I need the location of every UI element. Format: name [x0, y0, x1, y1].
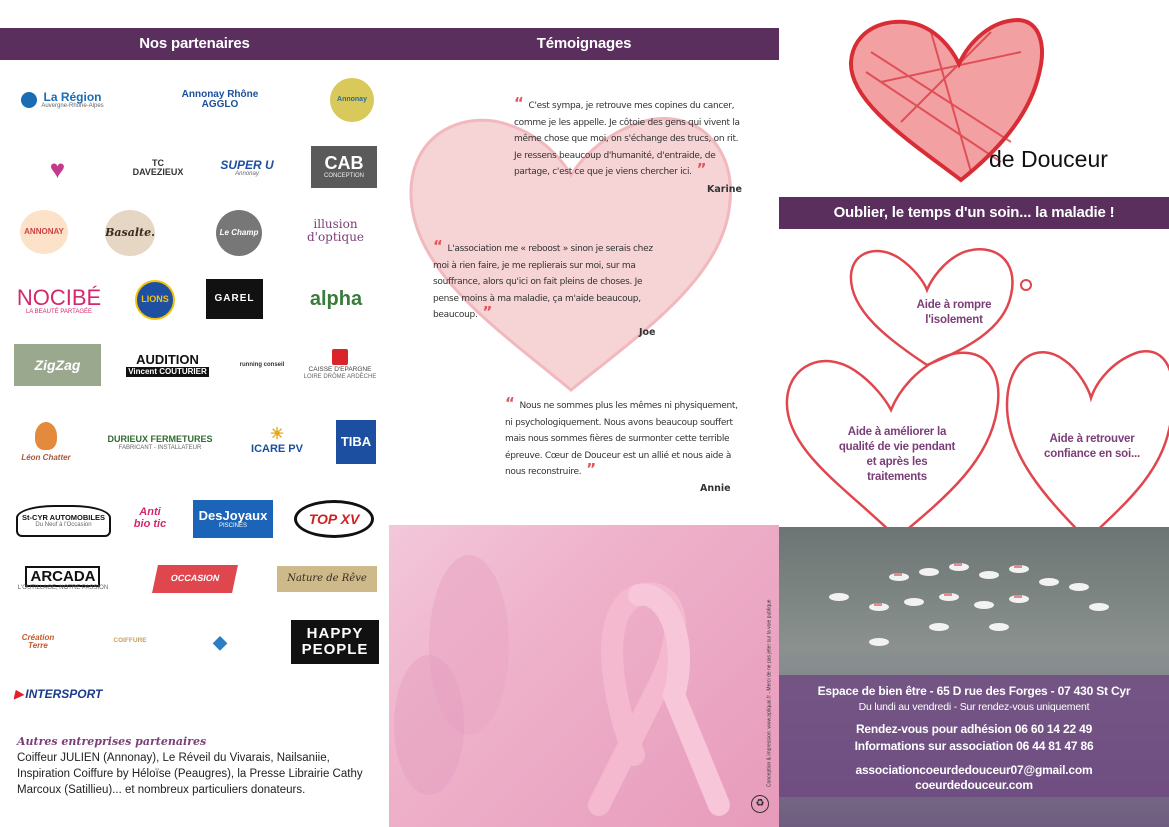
slogan-banner: Oublier, le temps d'un soin... la maladie ! — [779, 197, 1169, 229]
contact-email-link[interactable]: associationcoeurdedouceur07@gmail.com — [855, 763, 1093, 777]
logo-cab-conception: CAB CONCEPTION — [311, 146, 377, 188]
testimonial-karine-text: “ C'est sympa, je retrouve mes copines du cancer, comme je les appelle. Je côtoie des gens qui vivent la même chose que moi, on s'échange des trucs, on rit. Je ressens beaucoup d'humanité, d'entraide, de partage, c'est ce que je viens chercher ici. ” — [514, 94, 740, 178]
heart-text-self-confidence: Aide à retrouver confiance en soi... — [1044, 433, 1140, 460]
logo-durieux: DURIEUX FERMETURES FABRICANT - INSTALLATEUR — [107, 434, 213, 451]
logo-intersport: ▶ INTERSPORT — [14, 686, 103, 701]
logo-tiba: TIBA — [336, 420, 376, 464]
region-emblem-icon — [21, 92, 37, 108]
logo-coiffure: COIFFURE — [113, 636, 147, 644]
logo-desjoyaux: DesJoyaux PISCINES — [193, 500, 273, 538]
logo-heart-pink: ♥ — [49, 154, 66, 185]
partners-panel — [0, 0, 389, 827]
heart-text-quality-of-life: Aide à améliorer la qualité de vie pendant et après les traitements — [838, 426, 956, 483]
logo-annonay-heart: ANNONAY — [20, 210, 68, 254]
pink-ribbon-icon — [389, 525, 779, 827]
hot-air-balloon-icon — [35, 422, 57, 450]
partners-title: Nos partenaires — [0, 28, 389, 60]
testimonials-title: Témoignages — [389, 28, 779, 60]
logo-st-cyr-automobiles: St-CYR AUTOMOBILES Du Neuf à l'Occasion — [16, 505, 111, 537]
testimonials-panel — [389, 0, 779, 827]
logo-nature-de-reve: Nature de Rêve — [277, 566, 377, 592]
recycle-icon: ♻ — [751, 795, 769, 813]
logo-audition: AUDITION Vincent COUTURIER — [128, 351, 207, 376]
other-partners-list: Coiffeur JULIEN (Annonay), Le Réveil du Vivarais, Nailsaniie, Inspiration Coiffure by Héloïse (Peaugres), la Presse Librairie Cathy Marcoux (Satillieu)... et nombreux particuliers donateurs. — [17, 752, 363, 796]
logo-balloon: Léon Chatter — [16, 410, 76, 474]
logo-lions: LIONS — [135, 280, 175, 320]
brand-panel — [779, 0, 1169, 827]
contact-hours: Du lundi au vendredi - Sur rendez-vous uniquement — [858, 701, 1090, 713]
heart-text-isolation: Aide à rompre l'isolement — [916, 299, 992, 326]
logo-la-region: La Région Auvergne-Rhône-Alpes — [15, 85, 110, 115]
logo-annonay-agglo: Annonay Rhône AGGLO — [181, 88, 259, 110]
intersport-mark-icon: ▶ — [14, 686, 24, 701]
logo-super-u: SUPER U Annonay — [220, 157, 274, 178]
brand-name: de Douceur — [989, 146, 1108, 172]
contact-rdv-phone[interactable]: Rendez-vous pour adhésion 06 60 14 22 49 — [855, 722, 1093, 736]
contact-info-phone[interactable]: Informations sur association 06 44 81 47 86 — [854, 739, 1094, 753]
logo-blue-star: ◆ — [213, 631, 227, 652]
close-quote-icon: ” — [691, 160, 707, 178]
logo-illusion-optique: illusion d'optique — [306, 217, 365, 244]
logo-icare-pv: ☀ ICARE PV — [251, 425, 303, 455]
contact-address: Espace de bien être - 65 D rue des Forges - 07 430 St Cyr — [817, 684, 1131, 698]
website-link[interactable]: coeurdedouceur.com — [915, 778, 1033, 792]
logo-arcada: ARCADA L'OUTILLAGE, NOTRE PASSION — [17, 567, 109, 591]
logo-creation-terre: Création Terre — [21, 632, 55, 650]
logo-zigzag: ZigZag — [14, 344, 101, 386]
close-quote-icon: ” — [477, 303, 492, 321]
logo-running-conseil: running conseil — [239, 361, 285, 368]
logo-garel: GAREL — [206, 279, 263, 319]
logo-annonay-round: Annonay — [330, 78, 374, 122]
outline-hearts-icon — [779, 240, 1169, 540]
testimonial-joe-author: Joe — [639, 327, 656, 338]
logo-antibiotic: Anti bio tic — [133, 506, 167, 530]
testimonial-annie-author: Annie — [700, 483, 731, 494]
testimonial-karine-author: Karine — [707, 184, 742, 195]
other-partners-heading: Autres entreprises partenaires — [17, 735, 207, 748]
logo-le-champ: Le Champ — [216, 210, 262, 256]
open-quote-icon: “ — [514, 94, 529, 112]
open-quote-icon: “ — [433, 237, 448, 255]
testimonial-joe-text: “ L'association me « reboost » sinon je serais chez moi à rien faire, je me replierais sur moi, sur ma souffrance, alors qu'ici on fait pleins de choses. Je pense moins à ma maladie, ça m'aide beaucoup, beaucoup. ” — [433, 237, 653, 321]
testimonial-annie-text: “ Nous ne sommes plus les mêmes ni physiquement, ni psychologiquement. Nous avons beaucoup souffert mais nous sommes fières de surmonter cette terrible épreuve. Cœur de Douceur est un allié et nous aide à nous reconstruire. ” — [505, 394, 738, 478]
sun-icon: ☀ — [269, 425, 285, 443]
logo-caisse-epargne: CAISSE D'EPARGNE LOIRE DRÔME ARDÈCHE — [303, 345, 377, 385]
open-quote-icon: “ — [505, 394, 520, 412]
caisse-epargne-squirrel-icon — [332, 349, 348, 365]
logo-top-xv: TOP XV — [294, 500, 374, 538]
logo-occasion: OCCASION — [152, 565, 238, 593]
close-quote-icon: ” — [581, 460, 596, 478]
logo-basalte: Basalte. — [105, 210, 155, 256]
logo-happy-people: HAPPY PEOPLE — [291, 620, 379, 664]
logo-nocibe: NOCIBÉ LA BEAUTÉ PARTAGÉE — [16, 285, 102, 316]
logo-tc-davezieux: TC DAVEZIEUX — [133, 157, 183, 177]
pink-ribbon-photo — [389, 525, 779, 827]
logo-alpha: alpha — [309, 287, 363, 310]
print-credit: Conception & impression: www.apliquai.fr - Merci de ne pas jeter sur la voie publique — [767, 599, 773, 787]
